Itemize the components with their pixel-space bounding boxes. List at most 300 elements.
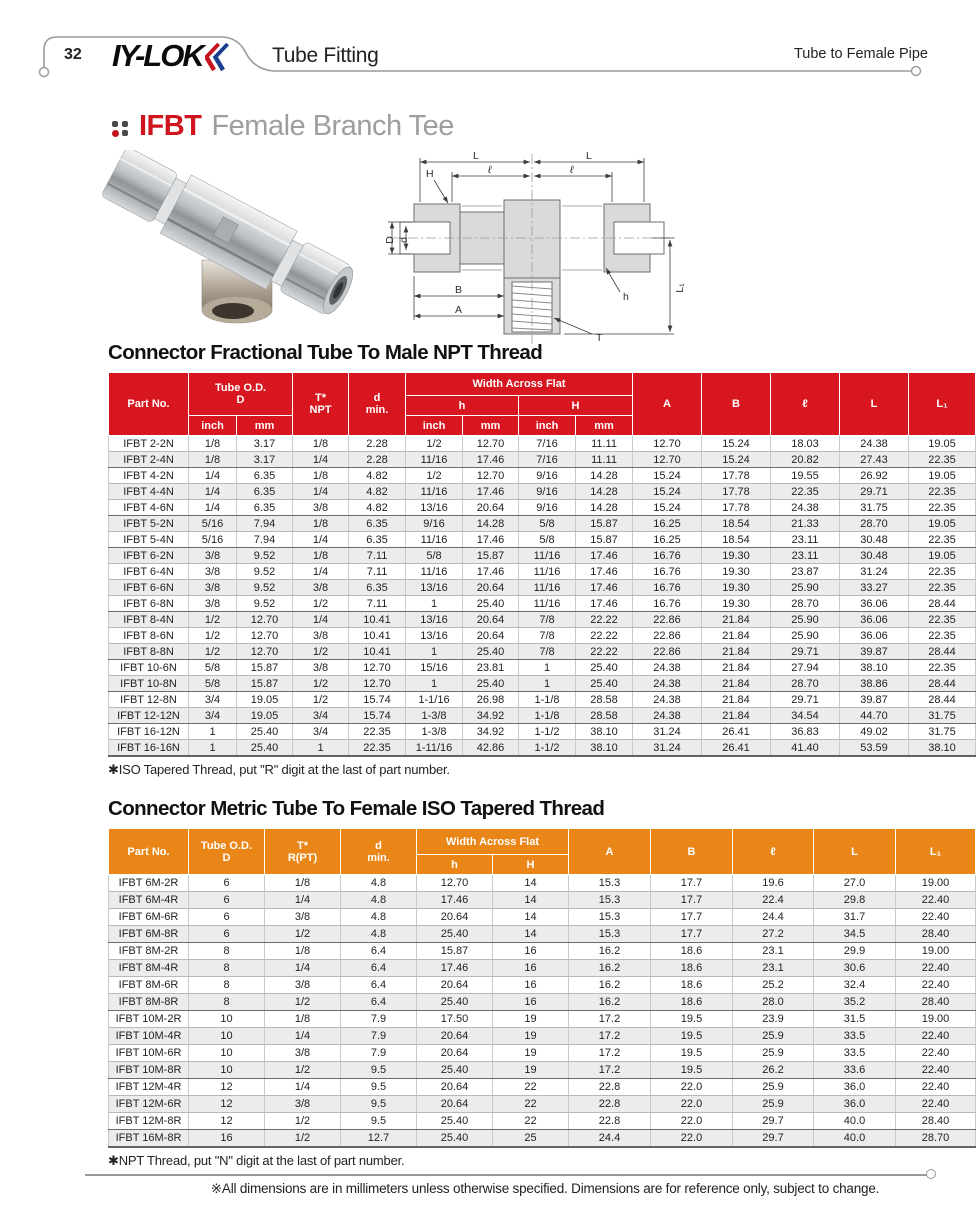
- part-no-cell: IFBT 2-2N: [109, 436, 189, 452]
- dim-cell: 31.75: [909, 724, 976, 740]
- table-row: [109, 516, 976, 532]
- header-section-label: Tube Fitting: [272, 44, 379, 67]
- dim-cell: 5/8: [189, 676, 237, 692]
- col-waf-h: h: [406, 396, 519, 416]
- table-row: [109, 708, 976, 724]
- dim-cell: 22.86: [633, 628, 702, 644]
- dim-cell: 28.0: [733, 994, 814, 1011]
- col-d-min: d min.: [349, 373, 406, 436]
- dim-cell: 16.76: [633, 596, 702, 612]
- dim-cell: 9.52: [237, 548, 293, 564]
- dim-cell: 16.25: [633, 516, 702, 532]
- dim-cell: 36.06: [840, 596, 909, 612]
- dim-cell: 1/8: [293, 468, 349, 484]
- table-row: [109, 1130, 976, 1148]
- table-row: [109, 1113, 976, 1130]
- dim-cell: 16: [189, 1130, 265, 1148]
- dim-cell: 3/4: [293, 724, 349, 740]
- dim-cell: 22.40: [896, 1096, 976, 1113]
- dim-cell: 20.64: [463, 500, 519, 516]
- dim-cell: 22.35: [909, 532, 976, 548]
- dim-cell: 31.24: [633, 724, 702, 740]
- dim-cell: 26.41: [702, 724, 771, 740]
- dim-cell: 29.8: [814, 892, 896, 909]
- dim-cell: 40.0: [814, 1113, 896, 1130]
- dim-cell: 34.92: [463, 724, 519, 740]
- dim-cell: 23.1: [733, 960, 814, 977]
- part-no-cell: IFBT 6-2N: [109, 548, 189, 564]
- dim-cell: 12: [189, 1096, 265, 1113]
- dim-cell: 8: [189, 960, 265, 977]
- col-h-inch: inch: [406, 416, 463, 436]
- col-H-mm: mm: [576, 416, 633, 436]
- dim-cell: 22: [493, 1096, 569, 1113]
- part-no-cell: IFBT 10-6N: [109, 660, 189, 676]
- dim-cell: 42.86: [463, 740, 519, 757]
- dim-cell: 22.35: [909, 612, 976, 628]
- dim-cell: 1-1/8: [519, 708, 576, 724]
- dim-cell: 5/8: [519, 516, 576, 532]
- col-L1: L₁: [909, 373, 976, 436]
- dim-cell: 18.03: [771, 436, 840, 452]
- part-no-cell: IFBT 8M-8R: [109, 994, 189, 1011]
- dim-cell: 25.40: [463, 596, 519, 612]
- dimension-drawing: [382, 146, 687, 348]
- dim-cell: 9.52: [237, 564, 293, 580]
- dim-cell: 1/2: [293, 692, 349, 708]
- dim-cell: 17.7: [651, 892, 733, 909]
- part-no-cell: IFBT 6M-8R: [109, 926, 189, 943]
- dim-cell: 3.17: [237, 436, 293, 452]
- dim-cell: 19: [493, 1062, 569, 1079]
- col-tube-mm: mm: [237, 416, 293, 436]
- dim-cell: 1/4: [293, 612, 349, 628]
- part-no-cell: IFBT 4-4N: [109, 484, 189, 500]
- dim-cell: 31.75: [840, 500, 909, 516]
- header-category-label: Tube to Female Pipe: [793, 46, 928, 62]
- dim-cell: 11/16: [519, 580, 576, 596]
- dim-cell: 19: [493, 1045, 569, 1062]
- dim-cell: 28.70: [896, 1130, 976, 1148]
- dim-cell: 1/4: [293, 484, 349, 500]
- dim-cell: 4.8: [341, 875, 417, 892]
- dim-cell: 21.84: [702, 628, 771, 644]
- part-no-cell: IFBT 16-12N: [109, 724, 189, 740]
- dim-cell: 30.6: [814, 960, 896, 977]
- dim-cell: 15.87: [417, 943, 493, 960]
- dim-cell: 9/16: [406, 516, 463, 532]
- dim-cell: 19.05: [909, 548, 976, 564]
- dim-cell: 11.11: [576, 436, 633, 452]
- col-B: B: [702, 373, 771, 436]
- dim-cell: 12.70: [237, 612, 293, 628]
- dim-cell: 20.64: [417, 977, 493, 994]
- dim-cell: 17.46: [576, 596, 633, 612]
- dim-cell: 23.11: [771, 532, 840, 548]
- dim-cell: 28.44: [909, 676, 976, 692]
- dim-cell: 21.33: [771, 516, 840, 532]
- dim-cell: 22.40: [896, 1062, 976, 1079]
- dim-cell: 7.94: [237, 532, 293, 548]
- dim-cell: 25.40: [417, 1113, 493, 1130]
- table-row: [109, 612, 976, 628]
- dim-cell: 19.55: [771, 468, 840, 484]
- dim-label-T: T: [596, 332, 603, 344]
- dim-cell: 16.76: [633, 548, 702, 564]
- dim-cell: 10: [189, 1062, 265, 1079]
- dim-cell: 11/16: [519, 596, 576, 612]
- metric-table-section: [108, 797, 976, 1169]
- dim-cell: 29.71: [771, 644, 840, 660]
- dim-cell: 21.84: [702, 644, 771, 660]
- dim-cell: 39.87: [840, 692, 909, 708]
- dim-cell: 1/4: [265, 1079, 341, 1096]
- dim-cell: 20.64: [417, 909, 493, 926]
- dim-cell: 20.64: [417, 1079, 493, 1096]
- dim-cell: 25.40: [463, 676, 519, 692]
- dim-cell: 15.74: [349, 708, 406, 724]
- dim-cell: 36.83: [771, 724, 840, 740]
- dim-cell: 20.64: [463, 580, 519, 596]
- table-row: [109, 892, 976, 909]
- dim-cell: 25.40: [417, 1062, 493, 1079]
- dim-label-D: D: [384, 236, 396, 244]
- dim-cell: 12.70: [349, 660, 406, 676]
- dim-cell: 4.82: [349, 484, 406, 500]
- dim-cell: 19.05: [237, 708, 293, 724]
- part-no-cell: IFBT 16-16N: [109, 740, 189, 757]
- dim-cell: 1: [519, 676, 576, 692]
- dim-cell: 19.05: [909, 516, 976, 532]
- dim-cell: 15.87: [237, 660, 293, 676]
- table-row: [109, 692, 976, 708]
- dim-cell: 14.28: [576, 500, 633, 516]
- col-h-mm: mm: [463, 416, 519, 436]
- dim-cell: 6.35: [349, 532, 406, 548]
- dim-cell: 14.28: [576, 468, 633, 484]
- table-row: [109, 977, 976, 994]
- dim-cell: 6.4: [341, 994, 417, 1011]
- dim-label-h: h: [623, 291, 629, 303]
- dim-cell: 18.54: [702, 532, 771, 548]
- dim-cell: 28.70: [771, 676, 840, 692]
- dim-cell: 1-1/8: [519, 692, 576, 708]
- dim-cell: 17.78: [702, 468, 771, 484]
- dim-cell: 24.38: [633, 676, 702, 692]
- dim-cell: 17.2: [569, 1011, 651, 1028]
- dim-cell: 28.44: [909, 644, 976, 660]
- dim-cell: 31.24: [633, 740, 702, 757]
- dim-cell: 1/8: [189, 436, 237, 452]
- col-waf-h: h: [417, 855, 493, 875]
- part-no-cell: IFBT 4-6N: [109, 500, 189, 516]
- dim-cell: 28.40: [896, 994, 976, 1011]
- dim-cell: 17.7: [651, 926, 733, 943]
- dim-cell: 9.52: [237, 580, 293, 596]
- footer-divider: [85, 1174, 928, 1176]
- dim-cell: 1/2: [293, 676, 349, 692]
- dim-cell: 28.40: [896, 1113, 976, 1130]
- dim-cell: 36.06: [840, 612, 909, 628]
- col-H-inch: inch: [519, 416, 576, 436]
- table-row: [109, 596, 976, 612]
- col-L: L: [814, 829, 896, 875]
- dim-cell: 5/8: [406, 548, 463, 564]
- dim-cell: 12.70: [633, 452, 702, 468]
- dim-cell: 25.40: [576, 676, 633, 692]
- dim-cell: 14: [493, 875, 569, 892]
- dim-cell: 17.2: [569, 1028, 651, 1045]
- dim-cell: 11/16: [406, 532, 463, 548]
- table-row: [109, 644, 976, 660]
- dim-cell: 1-3/8: [406, 724, 463, 740]
- dim-cell: 17.2: [569, 1062, 651, 1079]
- fractional-table-body: [109, 436, 976, 757]
- dim-cell: 24.38: [771, 500, 840, 516]
- table-row: [109, 500, 976, 516]
- dim-cell: 24.4: [569, 1130, 651, 1148]
- dim-cell: 4.8: [341, 892, 417, 909]
- part-no-cell: IFBT 10M-8R: [109, 1062, 189, 1079]
- dim-cell: 22.40: [896, 960, 976, 977]
- dim-cell: 1-11/16: [406, 740, 463, 757]
- dim-cell: 19.30: [702, 564, 771, 580]
- dim-cell: 9/16: [519, 468, 576, 484]
- dim-label-L-right: L: [586, 150, 592, 162]
- dim-cell: 19.5: [651, 1011, 733, 1028]
- col-part-no: Part No.: [109, 373, 189, 436]
- col-width-across-flat: Width Across Flat: [417, 829, 569, 855]
- dim-cell: 19.30: [702, 580, 771, 596]
- dim-cell: 7.9: [341, 1045, 417, 1062]
- dim-cell: 17.46: [463, 484, 519, 500]
- dim-cell: 25.40: [237, 724, 293, 740]
- dim-cell: 36.06: [840, 628, 909, 644]
- table-row: [109, 875, 976, 892]
- dim-cell: 1/8: [265, 875, 341, 892]
- dim-cell: 33.6: [814, 1062, 896, 1079]
- dim-cell: 16.2: [569, 994, 651, 1011]
- dim-cell: 1/4: [189, 484, 237, 500]
- dim-cell: 22.8: [569, 1079, 651, 1096]
- dim-cell: 24.4: [733, 909, 814, 926]
- dim-cell: 16.76: [633, 580, 702, 596]
- dim-cell: 22.0: [651, 1079, 733, 1096]
- dim-cell: 1: [293, 740, 349, 757]
- dim-cell: 28.44: [909, 596, 976, 612]
- table-row: [109, 1079, 976, 1096]
- dim-cell: 19.00: [896, 875, 976, 892]
- dim-cell: 6.35: [349, 516, 406, 532]
- dim-label-A: A: [455, 304, 463, 316]
- dim-cell: 22.22: [576, 612, 633, 628]
- dim-cell: 11/16: [406, 484, 463, 500]
- dim-cell: 17.46: [576, 580, 633, 596]
- dim-cell: 5/16: [189, 532, 237, 548]
- dim-cell: 18.6: [651, 943, 733, 960]
- dim-cell: 7/16: [519, 452, 576, 468]
- dim-cell: 17.7: [651, 909, 733, 926]
- dim-cell: 31.7: [814, 909, 896, 926]
- metric-table-body: [109, 875, 976, 1148]
- dim-cell: 6.4: [341, 977, 417, 994]
- dim-cell: 19: [493, 1028, 569, 1045]
- dim-cell: 19.05: [909, 468, 976, 484]
- dim-cell: 53.59: [840, 740, 909, 757]
- dim-cell: 11/16: [519, 548, 576, 564]
- dim-cell: 22.86: [633, 612, 702, 628]
- dim-cell: 22.22: [576, 644, 633, 660]
- dim-cell: 16.76: [633, 564, 702, 580]
- dim-cell: 22.8: [569, 1096, 651, 1113]
- dim-cell: 28.40: [896, 926, 976, 943]
- part-no-cell: IFBT 8M-2R: [109, 943, 189, 960]
- dim-cell: 33.5: [814, 1045, 896, 1062]
- dim-cell: 1/2: [406, 436, 463, 452]
- dim-cell: 25.40: [417, 926, 493, 943]
- product-name: Female Branch Tee: [211, 110, 454, 142]
- dim-cell: 12.70: [463, 468, 519, 484]
- dim-cell: 25.40: [417, 1130, 493, 1148]
- dim-cell: 22.0: [651, 1130, 733, 1148]
- dim-cell: 22.35: [909, 452, 976, 468]
- dim-cell: 19: [493, 1011, 569, 1028]
- dim-cell: 5/16: [189, 516, 237, 532]
- product-title: [112, 110, 454, 143]
- dim-cell: 24.38: [840, 436, 909, 452]
- dim-cell: 19.30: [702, 548, 771, 564]
- metric-table: [108, 828, 976, 1148]
- dim-cell: 13/16: [406, 500, 463, 516]
- dim-cell: 6.35: [349, 580, 406, 596]
- dim-cell: 16.25: [633, 532, 702, 548]
- part-no-cell: IFBT 6-6N: [109, 580, 189, 596]
- dim-cell: 36.0: [814, 1079, 896, 1096]
- dim-cell: 9.5: [341, 1079, 417, 1096]
- dim-cell: 7.11: [349, 548, 406, 564]
- dim-cell: 1: [406, 644, 463, 660]
- dim-cell: 25.2: [733, 977, 814, 994]
- dim-cell: 29.7: [733, 1130, 814, 1148]
- dim-cell: 20.64: [417, 1028, 493, 1045]
- table-row: [109, 660, 976, 676]
- col-waf-H: H: [493, 855, 569, 875]
- dim-cell: 17.7: [651, 875, 733, 892]
- part-no-cell: IFBT 10-8N: [109, 676, 189, 692]
- dim-cell: 2.28: [349, 452, 406, 468]
- dim-cell: 25.40: [237, 740, 293, 757]
- dim-cell: 38.10: [909, 740, 976, 757]
- dim-cell: 11.11: [576, 452, 633, 468]
- dim-cell: 25.9: [733, 1028, 814, 1045]
- dim-cell: 22.40: [896, 1079, 976, 1096]
- dim-cell: 33.27: [840, 580, 909, 596]
- dim-cell: 16: [493, 994, 569, 1011]
- part-no-cell: IFBT 5-4N: [109, 532, 189, 548]
- table-row: [109, 468, 976, 484]
- part-no-cell: IFBT 8-8N: [109, 644, 189, 660]
- col-width-across-flat: Width Across Flat: [406, 373, 633, 396]
- dim-cell: 38.86: [840, 676, 909, 692]
- metric-table-header: [109, 829, 976, 875]
- dim-cell: 20.64: [417, 1096, 493, 1113]
- col-d-min: d min.: [341, 829, 417, 875]
- dim-cell: 17.78: [702, 500, 771, 516]
- dim-cell: 1: [406, 596, 463, 612]
- dim-label-H: H: [426, 168, 434, 180]
- table-row: [109, 452, 976, 468]
- dim-cell: 15.24: [633, 500, 702, 516]
- dim-cell: 19.5: [651, 1028, 733, 1045]
- dim-cell: 38.10: [576, 740, 633, 757]
- dim-cell: 19.5: [651, 1045, 733, 1062]
- dim-cell: 6.4: [341, 943, 417, 960]
- dim-cell: 25.40: [576, 660, 633, 676]
- dim-cell: 19.00: [896, 943, 976, 960]
- dim-cell: 22.22: [576, 628, 633, 644]
- dim-cell: 7/8: [519, 612, 576, 628]
- dim-cell: 27.2: [733, 926, 814, 943]
- dim-cell: 3.17: [237, 452, 293, 468]
- dim-cell: 22.35: [909, 580, 976, 596]
- footer-divider-endpoint: [926, 1169, 936, 1179]
- dim-cell: 16.2: [569, 943, 651, 960]
- dim-cell: 8: [189, 994, 265, 1011]
- dim-cell: 25.90: [771, 628, 840, 644]
- dim-cell: 12: [189, 1079, 265, 1096]
- dim-cell: 6: [189, 926, 265, 943]
- dim-cell: 6.35: [237, 468, 293, 484]
- dim-cell: 1/2: [265, 1130, 341, 1148]
- dim-cell: 12.70: [349, 676, 406, 692]
- dim-cell: 17.46: [576, 564, 633, 580]
- dim-cell: 9/16: [519, 484, 576, 500]
- dim-cell: 14.28: [576, 484, 633, 500]
- dim-cell: 14: [493, 892, 569, 909]
- table-row: [109, 548, 976, 564]
- dim-cell: 22.8: [569, 1113, 651, 1130]
- dim-cell: 1/8: [189, 452, 237, 468]
- dim-cell: 15/16: [406, 660, 463, 676]
- dim-cell: 10: [189, 1045, 265, 1062]
- brand-logo: [112, 38, 229, 74]
- dim-cell: 1/8: [265, 1011, 341, 1028]
- part-no-cell: IFBT 5-2N: [109, 516, 189, 532]
- col-L1: L₁: [896, 829, 976, 875]
- dim-cell: 9.5: [341, 1062, 417, 1079]
- dim-cell: 1/4: [265, 892, 341, 909]
- dim-cell: 3/4: [293, 708, 349, 724]
- dim-cell: 3/8: [293, 580, 349, 596]
- dim-cell: 11/16: [406, 564, 463, 580]
- metric-table-title: Connector Metric Tube To Female ISO Tapered Thread: [108, 797, 605, 820]
- dim-cell: 28.58: [576, 692, 633, 708]
- dim-cell: 15.3: [569, 909, 651, 926]
- dim-cell: 23.87: [771, 564, 840, 580]
- dim-cell: 19.30: [702, 596, 771, 612]
- dim-cell: 23.1: [733, 943, 814, 960]
- dim-cell: 1/4: [265, 1028, 341, 1045]
- dim-cell: 7/16: [519, 436, 576, 452]
- dim-cell: 10.41: [349, 612, 406, 628]
- dim-cell: 33.5: [814, 1028, 896, 1045]
- col-t-npt: T* NPT: [293, 373, 349, 436]
- dim-cell: 1-1/16: [406, 692, 463, 708]
- part-no-cell: IFBT 6-4N: [109, 564, 189, 580]
- dim-cell: 1-1/2: [519, 724, 576, 740]
- dim-cell: 1/2: [265, 994, 341, 1011]
- dim-cell: 15.87: [463, 548, 519, 564]
